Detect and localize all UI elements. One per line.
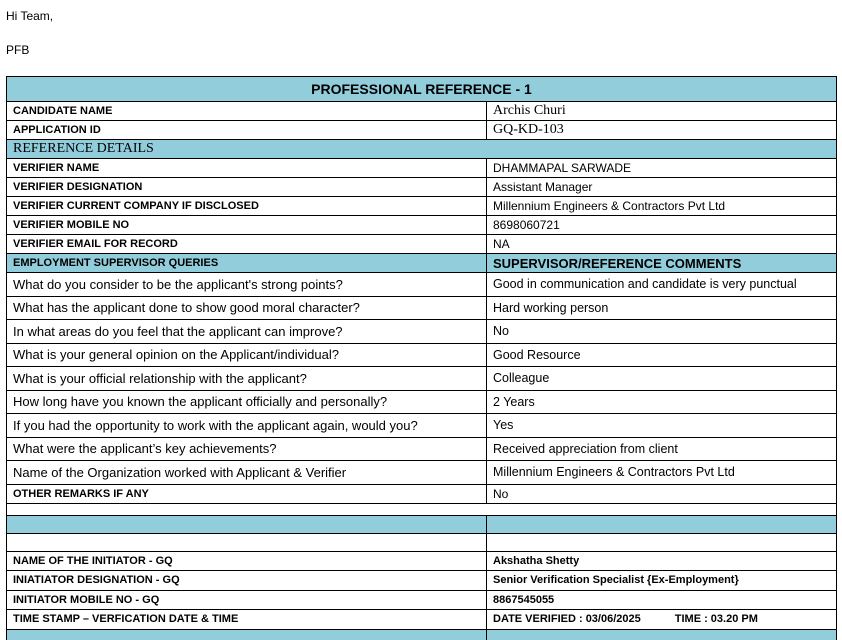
table-row [7, 343, 837, 367]
table-row [7, 197, 837, 216]
table-row [7, 551, 837, 571]
table-row [7, 571, 837, 591]
other-remarks-value: No [487, 484, 837, 503]
note-text: PFB [6, 43, 30, 57]
table-row [7, 484, 837, 503]
query-answer: No [487, 320, 837, 344]
query-question: If you had the opportunity to work with the applicant again, would you? [7, 414, 487, 438]
table-title: PROFESSIONAL REFERENCE - 1 [7, 77, 837, 102]
table-row [7, 235, 837, 254]
verifier-value: DHAMMAPAL SARWADE [487, 159, 837, 178]
query-question: What has the applicant done to show good moral character? [7, 296, 487, 320]
initiator-value: 8867545055 [487, 590, 837, 610]
table-row [7, 461, 837, 485]
greeting-text: Hi Team, [6, 9, 54, 23]
table-row [7, 437, 837, 461]
query-answer: Received appreciation from client [487, 437, 837, 461]
queries-header-right: SUPERVISOR/REFERENCE COMMENTS [487, 254, 837, 273]
other-remarks-label: OTHER REMARKS IF ANY [7, 484, 487, 503]
queries-header-row [7, 254, 837, 273]
candidate-name-value: Archis Churi [487, 102, 837, 121]
query-answer: 2 Years [487, 390, 837, 414]
initiator-label: NAME OF THE INITIATOR - GQ [7, 551, 487, 571]
query-answer: Yes [487, 414, 837, 438]
table-row [7, 414, 837, 438]
reference-details-label: REFERENCE DETAILS [7, 140, 837, 159]
table-row [7, 102, 837, 121]
blank-cell [7, 515, 487, 533]
blank-blue-row [7, 515, 837, 533]
table-row [7, 216, 837, 235]
table-row [7, 121, 837, 140]
blank-cell [7, 533, 487, 551]
blank-cell [487, 533, 837, 551]
verifier-label: VERIFIER MOBILE NO [7, 216, 487, 235]
blank-cell [7, 629, 487, 640]
timestamp-value [487, 610, 837, 630]
table-row [7, 390, 837, 414]
title-row [7, 77, 837, 102]
verifier-value: Assistant Manager [487, 178, 837, 197]
initiator-value: Akshatha Shetty [487, 551, 837, 571]
table-row [7, 610, 837, 630]
query-question: What is your official relationship with the applicant? [7, 367, 487, 391]
query-question: How long have you known the applicant officially and personally? [7, 390, 487, 414]
query-question: Name of the Organization worked with Applicant & Verifier [7, 461, 487, 485]
query-question: In what areas do you feel that the applicant can improve? [7, 320, 487, 344]
query-answer: Good in communication and candidate is very punctual [487, 273, 837, 297]
verifier-value: 8698060721 [487, 216, 837, 235]
section-row [7, 140, 837, 159]
table-row [7, 320, 837, 344]
verifier-label: VERIFIER DESIGNATION [7, 178, 487, 197]
spacer-row [7, 503, 837, 515]
queries-header-left: EMPLOYMENT SUPERVISOR QUERIES [7, 254, 487, 273]
blank-row [7, 533, 837, 551]
query-question: What do you consider to be the applicant's strong points? [7, 273, 487, 297]
verifier-value: Millennium Engineers & Contractors Pvt Ltd [487, 197, 837, 216]
table-row [7, 590, 837, 610]
query-question: What were the applicant’s key achievements? [7, 437, 487, 461]
query-answer: Millennium Engineers & Contractors Pvt Ltd [487, 461, 837, 485]
verifier-value: NA [487, 235, 837, 254]
timestamp-date: DATE VERIFIED : 03/06/2025 [493, 613, 641, 626]
timestamp-label: TIME STAMP – VERFICATION DATE & TIME [7, 610, 487, 630]
verifier-label: VERIFIER NAME [7, 159, 487, 178]
initiator-label: INITIATOR MOBILE NO - GQ [7, 590, 487, 610]
query-answer: Colleague [487, 367, 837, 391]
initiator-value: Senior Verification Specialist {Ex-Employment} [487, 571, 837, 591]
table-row [7, 178, 837, 197]
candidate-name-label: CANDIDATE NAME [7, 102, 487, 121]
query-question: What is your general opinion on the Applicant/individual? [7, 343, 487, 367]
table-row [7, 273, 837, 297]
initiator-label: INIATIATOR DESIGNATION - GQ [7, 571, 487, 591]
verifier-label: VERIFIER EMAIL FOR RECORD [7, 235, 487, 254]
reference-table [6, 76, 837, 640]
table-row [7, 367, 837, 391]
application-id-value: GQ-KD-103 [487, 121, 837, 140]
timestamp-time: TIME : 03.20 PM [674, 613, 758, 626]
table-row [7, 296, 837, 320]
table-row [7, 159, 837, 178]
application-id-label: APPLICATION ID [7, 121, 487, 140]
blank-blue-row [7, 629, 837, 640]
blank-cell [487, 629, 837, 640]
spacer-cell [7, 503, 837, 515]
query-answer: Good Resource [487, 343, 837, 367]
blank-cell [487, 515, 837, 533]
query-answer: Hard working person [487, 296, 837, 320]
verifier-label: VERIFIER CURRENT COMPANY IF DISCLOSED [7, 197, 487, 216]
